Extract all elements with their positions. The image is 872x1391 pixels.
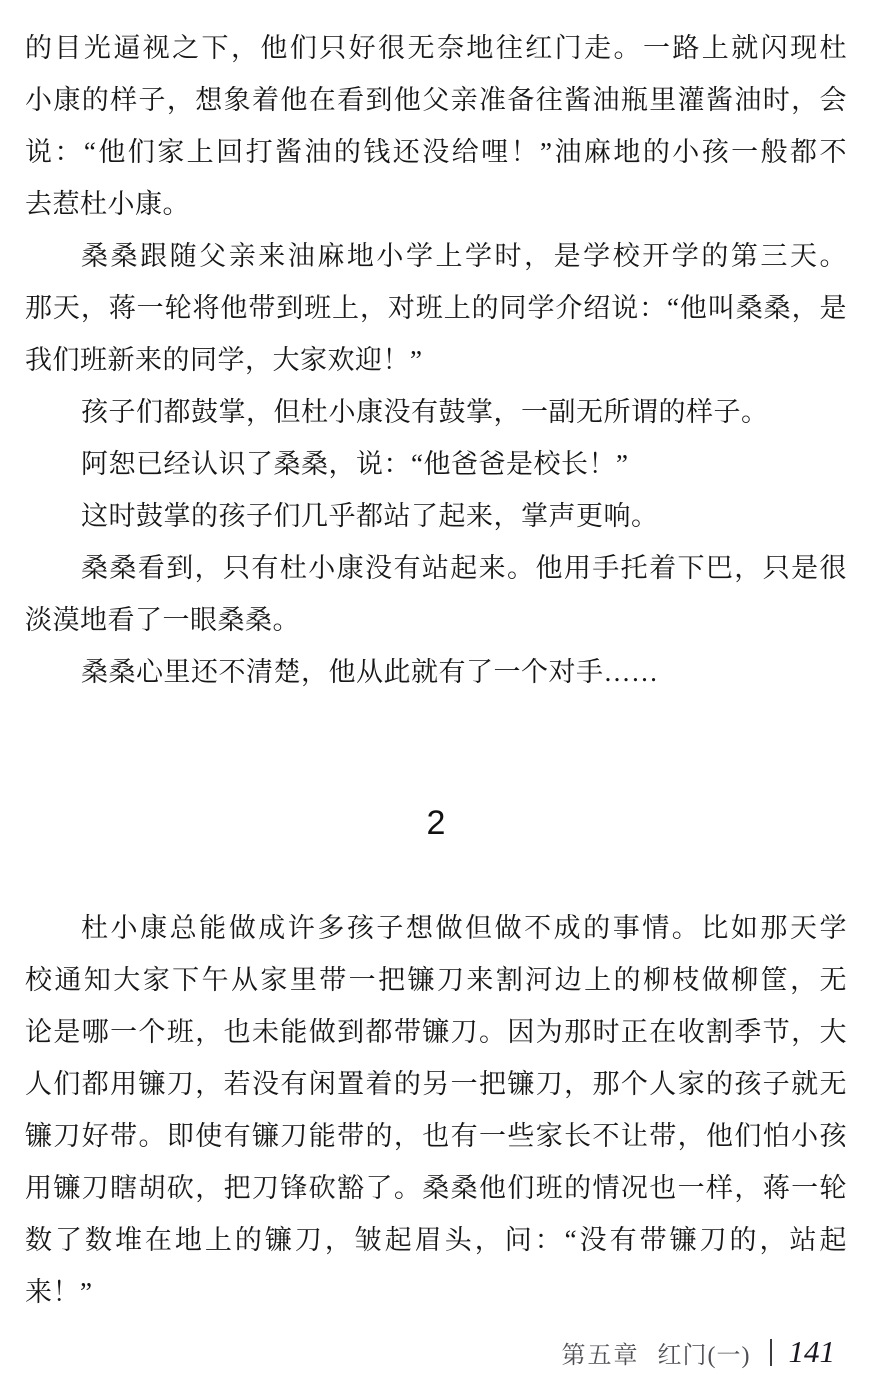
footer-separator-bar (770, 1339, 772, 1366)
text-line: 淡漠地看了一眼桑桑。 (25, 605, 300, 635)
text-line: 人们都用镰刀，若没有闲置着的另一把镰刀，那个人家的孩子就无 (25, 1069, 847, 1099)
text-line: 那天，蒋一轮将他带到班上，对班上的同学介绍说：“他叫桑桑，是 (25, 293, 847, 323)
footer-chapter-label: 第五章 (561, 1342, 640, 1369)
paragraph (25, 230, 847, 386)
text-line: 桑桑跟随父亲来油麻地小学上学时，是学校开学的第三天。 (81, 241, 847, 271)
text-line: 我们班新来的同学，大家欢迎！” (25, 345, 423, 375)
paragraph (25, 542, 847, 646)
paragraph (25, 22, 847, 230)
text-line: 校通知大家下午从家里带一把镰刀来割河边上的柳枝做柳筐，无 (25, 965, 847, 995)
text-line: 孩子们都鼓掌，但杜小康没有鼓掌，一副无所谓的样子。 (81, 397, 769, 427)
paragraph (25, 902, 847, 1307)
text-line: 小康的样子，想象着他在看到他父亲准备往酱油瓶里灌酱油时，会 (25, 85, 847, 115)
text-line: 去惹杜小康。 (25, 189, 190, 219)
paragraph (25, 386, 847, 438)
paragraph (25, 646, 847, 698)
text-line: 阿恕已经认识了桑桑，说：“他爸爸是校长！” (81, 449, 629, 479)
page-number: 141 (788, 1334, 835, 1369)
section-number-heading: 2 (426, 804, 446, 842)
text-line: 论是哪一个班，也未能做到都带镰刀。因为那时正在收割季节，大 (25, 1017, 847, 1047)
footer-chapter-title: 红门(一) (657, 1342, 751, 1369)
text-line: 镰刀好带。即使有镰刀能带的，也有一些家长不让带，他们怕小孩 (25, 1121, 847, 1151)
text-line: 桑桑看到，只有杜小康没有站起来。他用手托着下巴，只是很 (81, 553, 847, 583)
text-line: 桑桑心里还不清楚，他从此就有了一个对手…… (81, 657, 659, 687)
page-footer (562, 1334, 835, 1370)
text-line: 的目光逼视之下，他们只好很无奈地往红门走。一路上就闪现杜 (25, 33, 847, 63)
body-text-section-2 (0, 902, 872, 1307)
text-line: 说：“他们家上回打酱油的钱还没给哩！”油麻地的小孩一般都不 (25, 137, 847, 167)
text-line: 用镰刀瞎胡砍，把刀锋砍豁了。桑桑他们班的情况也一样，蒋一轮 (25, 1173, 847, 1203)
text-line: 这时鼓掌的孩子们几乎都站了起来，掌声更响。 (81, 501, 659, 531)
text-line: 杜小康总能做成许多孩子想做但做不成的事情。比如那天学 (81, 913, 847, 943)
paragraph (25, 438, 847, 490)
paragraph (25, 490, 847, 542)
text-line: 数了数堆在地上的镰刀，皱起眉头，问：“没有带镰刀的，站起来！” (25, 1225, 847, 1307)
